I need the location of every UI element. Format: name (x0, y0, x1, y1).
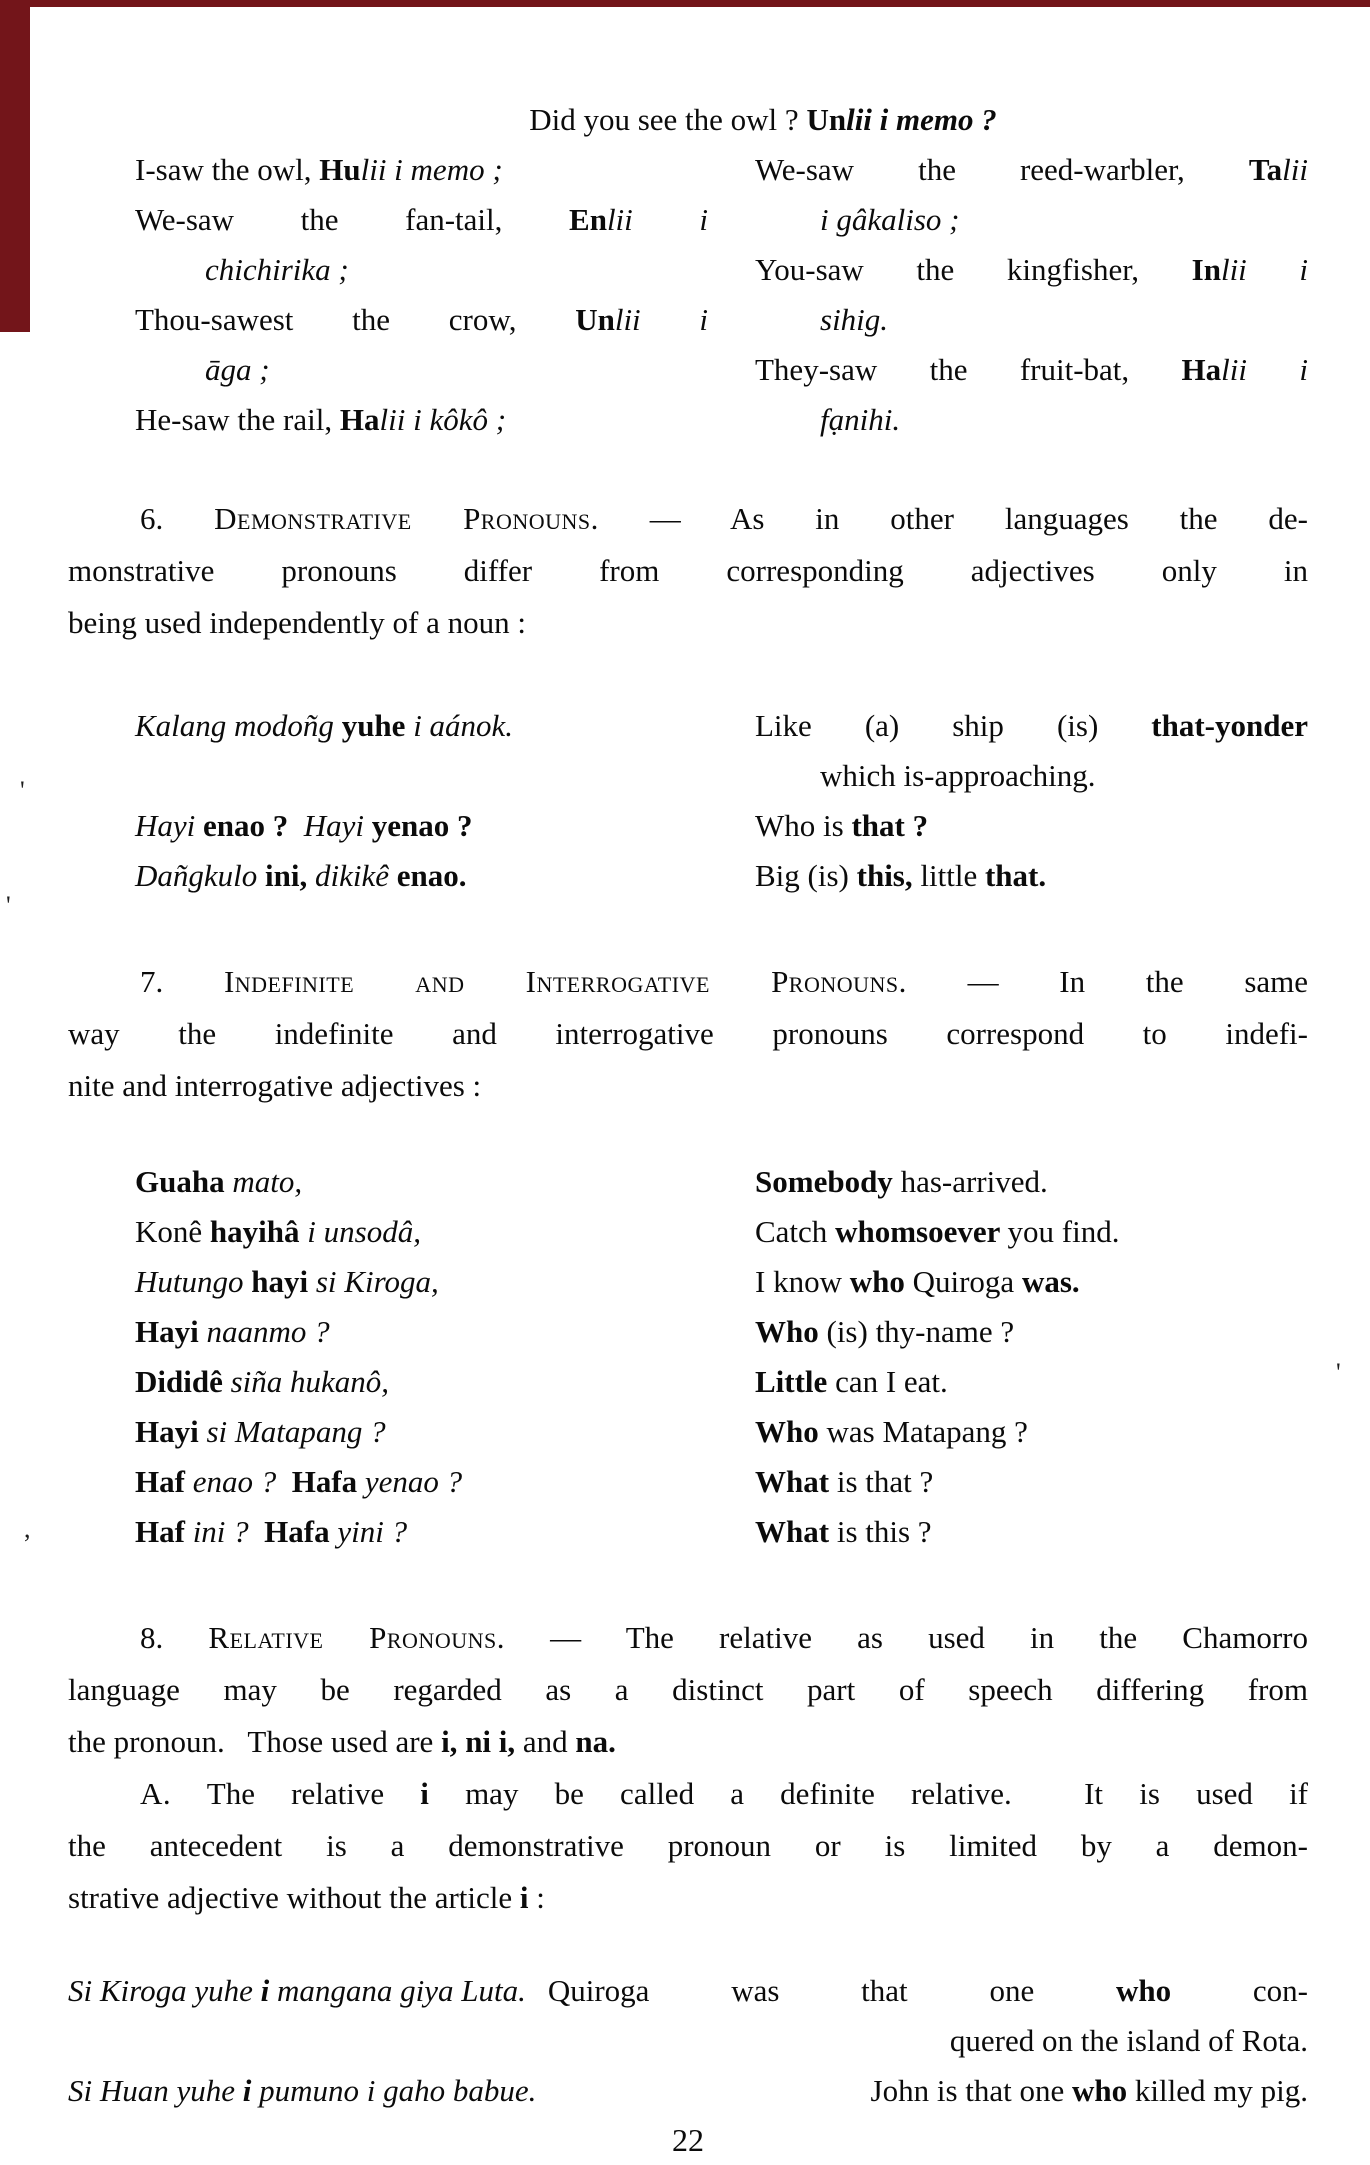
text-segment: Haf (135, 1514, 193, 1549)
text-segment: Who (755, 1314, 827, 1349)
text-segment: I-saw the owl, (135, 152, 320, 187)
text-segment: The relative (171, 1776, 421, 1811)
text-segment (288, 808, 304, 843)
text-segment: En (569, 202, 607, 237)
text-line (135, 1357, 708, 1407)
text-segment: John is that one (870, 2073, 1073, 2108)
text-segment: si Matapang ? (206, 1414, 386, 1449)
text-line (755, 851, 1308, 901)
text-segment: āga ; (205, 352, 270, 387)
text-segment: In (1191, 252, 1221, 287)
text-segment: lii (1282, 152, 1308, 187)
text-segment: Dañgkulo (135, 858, 266, 893)
text-line (135, 1407, 708, 1457)
text-segment: whomsoever (835, 1214, 1008, 1249)
text-segment: Catch (755, 1214, 836, 1249)
text-line (135, 701, 708, 751)
text-segment: Thou-sawest the crow, (135, 302, 576, 337)
text-segment: i (242, 2073, 252, 2108)
text-segment: Quiroga (912, 1264, 1022, 1299)
text-segment: language may be regarded as a distinct part of speech differing from (68, 1672, 1308, 1707)
text-segment: hayi (251, 1264, 316, 1299)
english-translation-continuation (68, 2016, 1308, 2066)
text-line (135, 801, 708, 851)
text-line (68, 1820, 1308, 1872)
text-line (135, 395, 708, 445)
header-example-line (218, 95, 1308, 145)
text-segment: yini ? (337, 1514, 408, 1549)
text-segment: 6. (140, 501, 215, 536)
text-segment: lii i (606, 202, 708, 237)
text-segment: enao. (396, 858, 467, 893)
text-segment: siña hukanô, (230, 1364, 390, 1399)
text-line (68, 597, 1308, 649)
text-segment: Somebody (755, 1164, 901, 1199)
scan-speck: ' (1336, 1358, 1341, 1387)
text-segment: i gâkaliso ; (820, 202, 960, 237)
text-segment: They-saw the fruit-bat, (755, 352, 1182, 387)
text-line (135, 345, 708, 395)
text-segment: Hutungo (135, 1264, 252, 1299)
text-segment: Little (755, 1364, 836, 1399)
text-segment: Indefinite and Interrogative Pronouns. (223, 964, 907, 999)
text-segment: lii i (1220, 252, 1308, 287)
section-7-examples-left (68, 1157, 708, 1557)
text-segment: little (920, 858, 985, 893)
text-segment: Hafa (264, 1514, 338, 1549)
text-segment: What (755, 1464, 837, 1499)
text-segment: con- (1171, 1973, 1308, 2008)
text-segment: fạnihi. (820, 402, 901, 437)
text-segment: Hayi (303, 808, 372, 843)
text-segment: Hu (319, 152, 361, 187)
text-line (68, 1768, 1308, 1820)
text-segment: hayihâ (209, 1214, 308, 1249)
text-line (68, 1060, 1308, 1112)
text-line (135, 295, 708, 345)
text-segment: i (420, 1776, 429, 1811)
text-segment: We-saw the reed-warbler, (755, 152, 1249, 187)
text-segment: Like (a) ship (is) (755, 708, 1152, 743)
page-number: 22 (672, 2122, 704, 2158)
text-segment: pumuno i gaho babue. (251, 2073, 537, 2108)
text-segment: ni i, (465, 1724, 516, 1759)
text-segment: Konê (135, 1214, 210, 1249)
text-line (135, 145, 708, 195)
bottom-examples (68, 1966, 1308, 2116)
text-segment: enao ? (192, 1464, 277, 1499)
text-line (135, 1157, 708, 1207)
text-segment: yenao ? (371, 808, 473, 843)
english-translation (548, 1966, 1308, 2016)
text-segment: yuhe (341, 708, 414, 743)
text-line (68, 1872, 1308, 1924)
text-segment: ini ? (192, 1514, 249, 1549)
scan-speck: ' (6, 891, 11, 920)
text-line (755, 195, 1308, 245)
text-line (135, 851, 708, 901)
text-line (755, 1407, 1308, 1457)
text-segment: Quiroga was that one (547, 1973, 1116, 2008)
text-segment: chichirika ; (205, 252, 349, 287)
text-segment: naanmo ? (206, 1314, 330, 1349)
text-line (755, 1507, 1308, 1557)
bottom-example-row (68, 2066, 1308, 2116)
text-line (755, 801, 1308, 851)
text-line (755, 1157, 1308, 1207)
text-segment: Did you see the owl ? (529, 102, 807, 137)
text-segment: can I eat. (835, 1364, 948, 1399)
text-segment: Hayi (135, 1314, 207, 1349)
text-line (135, 195, 708, 245)
text-line (135, 1457, 708, 1507)
text-segment: dikikê (314, 858, 397, 893)
text-segment: killed my pig. (1127, 2073, 1308, 2108)
text-line (755, 1307, 1308, 1357)
text-segment: the pronoun. Those used are (68, 1724, 442, 1759)
text-segment: Un (806, 102, 847, 137)
text-segment: you find. (1007, 1214, 1120, 1249)
text-segment: — As in other languages the de- (598, 501, 1309, 536)
text-segment: who (1115, 1973, 1172, 2008)
text-segment: Big (is) (755, 858, 857, 893)
text-segment: He-saw the rail, (135, 402, 340, 437)
text-segment: Hayi (135, 1414, 207, 1449)
text-segment: (is) thy-name ? (826, 1314, 1015, 1349)
text-segment: Who (755, 1414, 827, 1449)
text-segment: being used independently of a noun : (68, 605, 527, 640)
text-segment: i unsodâ, (307, 1214, 421, 1249)
text-segment: i (519, 1880, 529, 1915)
text-line (755, 345, 1308, 395)
text-segment: quered on the island of Rota. (949, 2023, 1308, 2058)
text-segment: strative adjective without the article (68, 1880, 520, 1915)
text-segment: ini, (265, 858, 315, 893)
text-segment: Haf (135, 1464, 193, 1499)
section-6-examples (68, 701, 1308, 901)
text-segment: Si Huan yuhe (68, 2073, 243, 2108)
text-segment: the antecedent is a demonstrative pronoun or is limited by a demon- (68, 1828, 1308, 1863)
text-segment: i, (441, 1724, 458, 1759)
text-line (68, 1716, 1308, 1768)
scan-speck: ' (20, 776, 25, 805)
text-line (755, 1257, 1308, 1307)
example-column-right (755, 145, 1308, 445)
text-segment: Si Kiroga yuhe (68, 1973, 261, 2008)
text-segment: way the indefinite and interrogative pronouns correspond to indefi- (68, 1016, 1308, 1051)
text-line (755, 395, 1308, 445)
text-segment: Hayi (135, 808, 204, 843)
text-line (755, 145, 1308, 195)
section-6-examples-left (68, 701, 708, 901)
section-7-examples-right (755, 1157, 1308, 1557)
text-segment: was. (1021, 1264, 1080, 1299)
text-line (755, 295, 1308, 345)
text-segment: and (515, 1724, 576, 1759)
text-segment: who (849, 1264, 913, 1299)
text-line (68, 545, 1308, 597)
text-segment: na. (575, 1724, 616, 1759)
text-line (135, 1207, 708, 1257)
text-segment: You-saw the kingfisher, (755, 252, 1192, 287)
text-segment: is that ? (836, 1464, 934, 1499)
text-segment: 7. (140, 964, 224, 999)
example-column-left (68, 145, 708, 445)
text-segment: lii i (614, 302, 709, 337)
english-translation (871, 2066, 1308, 2116)
text-segment: may be called a definite relative. It is used if (428, 1776, 1309, 1811)
section-6-paragraph (68, 493, 1308, 649)
text-line (135, 1507, 708, 1557)
text-segment: mangana giya Luta. (269, 1973, 526, 2008)
text-segment: i (260, 1973, 270, 2008)
text-line (68, 1664, 1308, 1716)
text-segment: Kalang modoñg (135, 708, 342, 743)
example-block-top (68, 145, 1308, 445)
text-segment: this, (856, 858, 921, 893)
section-7-examples (68, 1157, 1308, 1557)
section-8-paragraph (68, 1612, 1308, 1924)
text-segment: monstrative pronouns differ from corresponding adjectives only in (68, 553, 1308, 588)
text-segment: that-yonder (1151, 708, 1308, 743)
text-segment: sihig. (820, 302, 889, 337)
text-segment: yenao ? (364, 1464, 463, 1499)
text-segment: is this ? (836, 1514, 932, 1549)
text-segment: has-arrived. (900, 1164, 1048, 1199)
text-line (135, 245, 708, 295)
text-segment: Dididê (135, 1364, 231, 1399)
text-segment (276, 1464, 292, 1499)
text-line (755, 1207, 1308, 1257)
text-segment: A. (140, 1776, 172, 1811)
text-segment: mato, (232, 1164, 303, 1199)
text-segment: nite and interrogative adjectives : (68, 1068, 482, 1103)
text-segment: lii i memo ? (846, 102, 997, 137)
text-segment: 8. (140, 1620, 209, 1655)
text-segment: was Matapang ? (826, 1414, 1028, 1449)
text-segment: Ha (1181, 352, 1222, 387)
chamorro-phrase (68, 1966, 526, 2016)
text-segment: who (1072, 2073, 1128, 2108)
text-line (135, 1307, 708, 1357)
bottom-example-row (68, 1966, 1308, 2016)
text-segment: Relative Pronouns. (208, 1620, 505, 1655)
text-segment: Who is (755, 808, 852, 843)
text-segment: : (528, 1880, 545, 1915)
text-segment: lii i (1221, 352, 1308, 387)
text-segment: What (755, 1514, 837, 1549)
text-segment: that ? (851, 808, 929, 843)
text-segment: Demonstrative Pronouns. (214, 501, 599, 536)
text-segment: Guaha (135, 1164, 233, 1199)
section-7-paragraph (68, 956, 1308, 1112)
text-segment: enao ? (203, 808, 289, 843)
text-line (755, 1457, 1308, 1507)
text-line (755, 751, 1308, 801)
text-segment: i aánok. (413, 708, 514, 743)
text-segment: Ta (1248, 152, 1283, 187)
text-line (68, 493, 1308, 545)
text-line (68, 1612, 1308, 1664)
text-line (68, 1008, 1308, 1060)
text-line (755, 245, 1308, 295)
chamorro-phrase (68, 2066, 536, 2116)
text-segment: lii i kôkô ; (379, 402, 507, 437)
text-line (135, 1257, 708, 1307)
text-segment: that. (984, 858, 1047, 893)
text-line (68, 956, 1308, 1008)
text-segment: I know (755, 1264, 850, 1299)
text-segment: Un (575, 302, 615, 337)
scan-speck: , (24, 1514, 31, 1543)
text-line (135, 751, 708, 801)
text-segment: Hafa (291, 1464, 365, 1499)
text-segment: si Kiroga, (315, 1264, 439, 1299)
section-6-examples-right (755, 701, 1308, 901)
text-segment: Ha (339, 402, 380, 437)
text-segment: We-saw the fan-tail, (135, 202, 570, 237)
text-segment: — The relative as used in the Chamorro (504, 1620, 1308, 1655)
text-line (755, 1357, 1308, 1407)
text-segment (249, 1514, 265, 1549)
text-line (755, 701, 1308, 751)
text-segment: which is-approaching. (820, 758, 1096, 793)
text-segment: lii i memo ; (360, 152, 503, 187)
text-segment: — In the same (906, 964, 1309, 999)
